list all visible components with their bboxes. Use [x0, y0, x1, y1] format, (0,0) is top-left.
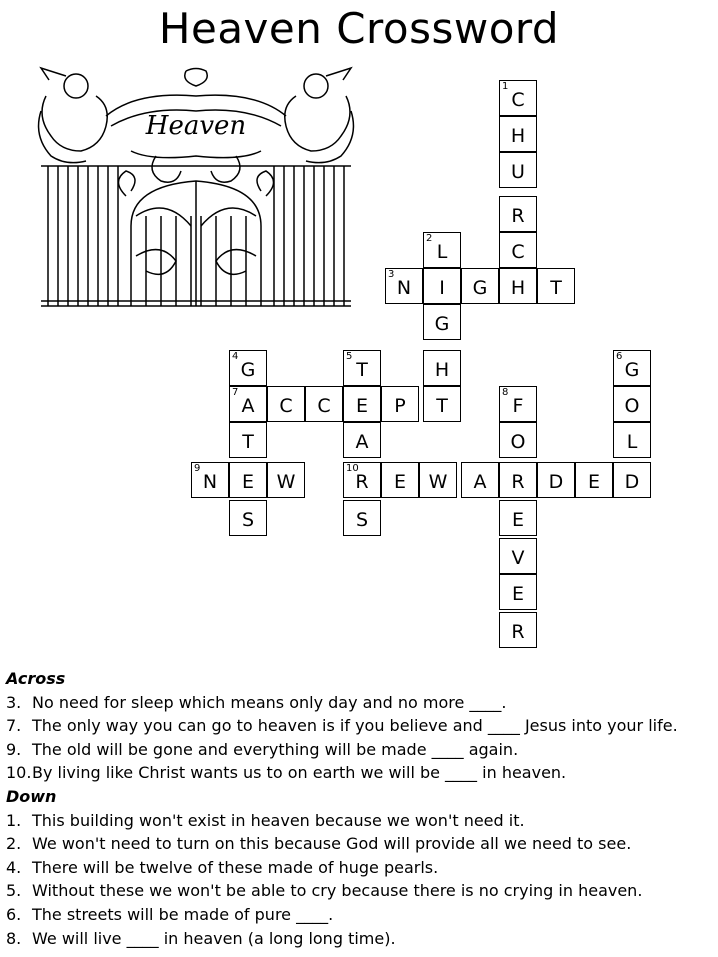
crossword-cell[interactable]: [229, 350, 267, 386]
cell-number: 2: [426, 233, 433, 244]
cell-letter: S: [355, 509, 369, 531]
crossword-cell[interactable]: [499, 116, 537, 152]
cell-letter: F: [512, 395, 524, 417]
clue-number: 2.: [6, 834, 22, 854]
cell-letter: R: [511, 621, 525, 643]
cell-number: 4: [232, 351, 239, 362]
clue-text: The old will be gone and everything will be made ____ again.: [32, 739, 519, 759]
crossword-cell[interactable]: [499, 152, 537, 188]
across-clue-list: [6, 691, 714, 785]
crossword-cell[interactable]: [613, 350, 651, 386]
clue-number: 3.: [6, 692, 22, 712]
crossword-cell[interactable]: [191, 462, 229, 498]
cell-number: 6: [616, 351, 623, 362]
crossword-cell[interactable]: [229, 386, 267, 422]
crossword-cell[interactable]: [423, 304, 461, 340]
clue-number: 10.: [6, 763, 32, 783]
cell-letter: G: [624, 359, 640, 381]
cell-letter: A: [241, 395, 255, 417]
cell-number: 1: [502, 81, 509, 92]
cell-letter: H: [434, 359, 450, 381]
crossword-cell[interactable]: [499, 268, 537, 304]
cell-letter: V: [511, 547, 525, 569]
crossword-cell[interactable]: [499, 386, 537, 422]
crossword-cell[interactable]: [381, 386, 419, 422]
clue-text: We won't need to turn on this because God will provide all we need to see.: [32, 834, 632, 854]
crossword-cell[interactable]: [229, 422, 267, 458]
cell-letter: C: [511, 241, 525, 263]
cell-letter: T: [436, 395, 448, 417]
cell-letter: T: [242, 431, 254, 453]
cell-letter: C: [511, 89, 525, 111]
crossword-cell[interactable]: [267, 462, 305, 498]
crossword-cell[interactable]: [499, 574, 537, 610]
cell-letter: L: [436, 241, 448, 263]
page-title: Heaven Crossword: [158, 4, 560, 53]
cell-letter: E: [393, 471, 406, 493]
clues-section: [6, 667, 714, 950]
cell-number: 5: [346, 351, 353, 362]
cell-letter: T: [550, 277, 562, 299]
crossword-cell[interactable]: [385, 268, 423, 304]
cell-letter: E: [241, 471, 254, 493]
cell-letter: E: [587, 471, 600, 493]
cell-letter: A: [473, 471, 487, 493]
across-heading: Across: [6, 669, 66, 688]
clue-item: [6, 879, 714, 903]
crossword-cell[interactable]: [613, 386, 651, 422]
cell-letter: L: [626, 431, 638, 453]
crossword-cell[interactable]: [229, 500, 267, 536]
crossword-cell[interactable]: [537, 268, 575, 304]
cell-number: 9: [194, 463, 201, 474]
crossword-cell[interactable]: [343, 422, 381, 458]
cell-letter: E: [511, 509, 524, 531]
cell-letter: O: [510, 431, 526, 453]
clue-text: We will live ____ in heaven (a long long time).: [32, 928, 396, 948]
clue-text: There will be twelve of these made of huge pearls.: [32, 857, 439, 877]
crossword-cell[interactable]: [499, 538, 537, 574]
cell-letter: A: [355, 431, 369, 453]
cell-letter: E: [511, 583, 524, 605]
clue-number: 4.: [6, 857, 22, 877]
clue-text: No need for sleep which means only day and no more ____.: [32, 692, 507, 712]
crossword-cell[interactable]: [419, 462, 457, 498]
clue-number: 6.: [6, 904, 22, 924]
cell-letter: R: [511, 205, 525, 227]
down-clue-list: [6, 809, 714, 951]
cell-letter: I: [439, 277, 445, 299]
clue-text: By living like Christ wants us to on earth we will be ____ in heaven.: [32, 763, 567, 783]
clue-item: [6, 927, 714, 951]
cell-number: 7: [232, 387, 239, 398]
crossword-cell[interactable]: [343, 350, 381, 386]
cell-letter: N: [202, 471, 218, 493]
crossword-cell[interactable]: [499, 80, 537, 116]
crossword-cell[interactable]: [461, 268, 499, 304]
cell-letter: N: [396, 277, 412, 299]
cell-letter: D: [624, 471, 640, 493]
cell-letter: G: [472, 277, 488, 299]
crossword-cell[interactable]: [613, 422, 651, 458]
crossword-cell[interactable]: [575, 462, 613, 498]
crossword-cell[interactable]: [229, 462, 267, 498]
cell-number: 8: [502, 387, 509, 398]
cell-letter: W: [276, 471, 296, 493]
clue-text: The streets will be made of pure ____.: [32, 904, 334, 924]
cell-letter: W: [428, 471, 448, 493]
clue-number: 9.: [6, 739, 22, 759]
clue-number: 1.: [6, 810, 22, 830]
cell-letter: T: [356, 359, 368, 381]
clue-number: 5.: [6, 881, 22, 901]
crossword-cell[interactable]: [343, 462, 381, 498]
crossword-cell[interactable]: [499, 232, 537, 268]
crossword-cell[interactable]: [613, 462, 651, 498]
cell-letter: D: [548, 471, 564, 493]
clue-text: The only way you can go to heaven is if you believe and ____ Jesus into your life.: [32, 716, 678, 736]
heaven-sign-text: Heaven: [145, 111, 247, 141]
cell-letter: C: [317, 395, 331, 417]
cell-letter: U: [511, 161, 525, 183]
clue-item: [6, 903, 714, 927]
cell-letter: S: [241, 509, 255, 531]
crossword-cell[interactable]: [305, 386, 343, 422]
crossword-cell[interactable]: [499, 612, 537, 648]
cell-letter: G: [240, 359, 256, 381]
crossword-cell[interactable]: [499, 196, 537, 232]
cell-letter: R: [511, 471, 525, 493]
crossword-cell[interactable]: [461, 462, 499, 498]
cell-letter: H: [510, 125, 526, 147]
crossword-cell[interactable]: [343, 500, 381, 536]
cell-letter: O: [624, 395, 640, 417]
clue-number: 7.: [6, 716, 22, 736]
crossword-cell[interactable]: [423, 386, 461, 422]
crossword-cell[interactable]: [499, 422, 537, 458]
clue-text: Without these we won't be able to cry because there is no crying in heaven.: [32, 881, 643, 901]
crossword-cell[interactable]: [381, 462, 419, 498]
cell-number: 10: [346, 463, 359, 474]
cell-letter: R: [355, 471, 369, 493]
down-heading: Down: [6, 786, 57, 806]
crossword-cell[interactable]: [423, 268, 461, 304]
crossword-cell[interactable]: [423, 350, 461, 386]
clue-item: [6, 856, 714, 880]
clue-item: [6, 738, 714, 762]
clue-item: [6, 809, 714, 833]
cell-letter: H: [510, 277, 526, 299]
cell-letter: E: [355, 395, 368, 417]
clue-item: [6, 761, 714, 785]
crossword-cell[interactable]: [423, 232, 461, 268]
crossword-cell[interactable]: [267, 386, 305, 422]
crossword-cell[interactable]: [499, 462, 537, 498]
cell-number: 3: [388, 269, 395, 280]
cell-letter: G: [434, 313, 450, 335]
clue-item: [6, 714, 714, 738]
clue-number: 8.: [6, 928, 22, 948]
cell-letter: C: [279, 395, 293, 417]
crossword-cell[interactable]: [537, 462, 575, 498]
clue-item: [6, 691, 714, 715]
clue-text: This building won't exist in heaven because we won't need it.: [32, 810, 525, 830]
crossword-cell[interactable]: [499, 500, 537, 536]
clue-item: [6, 832, 714, 856]
cell-letter: P: [394, 395, 406, 417]
crossword-cell[interactable]: [343, 386, 381, 422]
